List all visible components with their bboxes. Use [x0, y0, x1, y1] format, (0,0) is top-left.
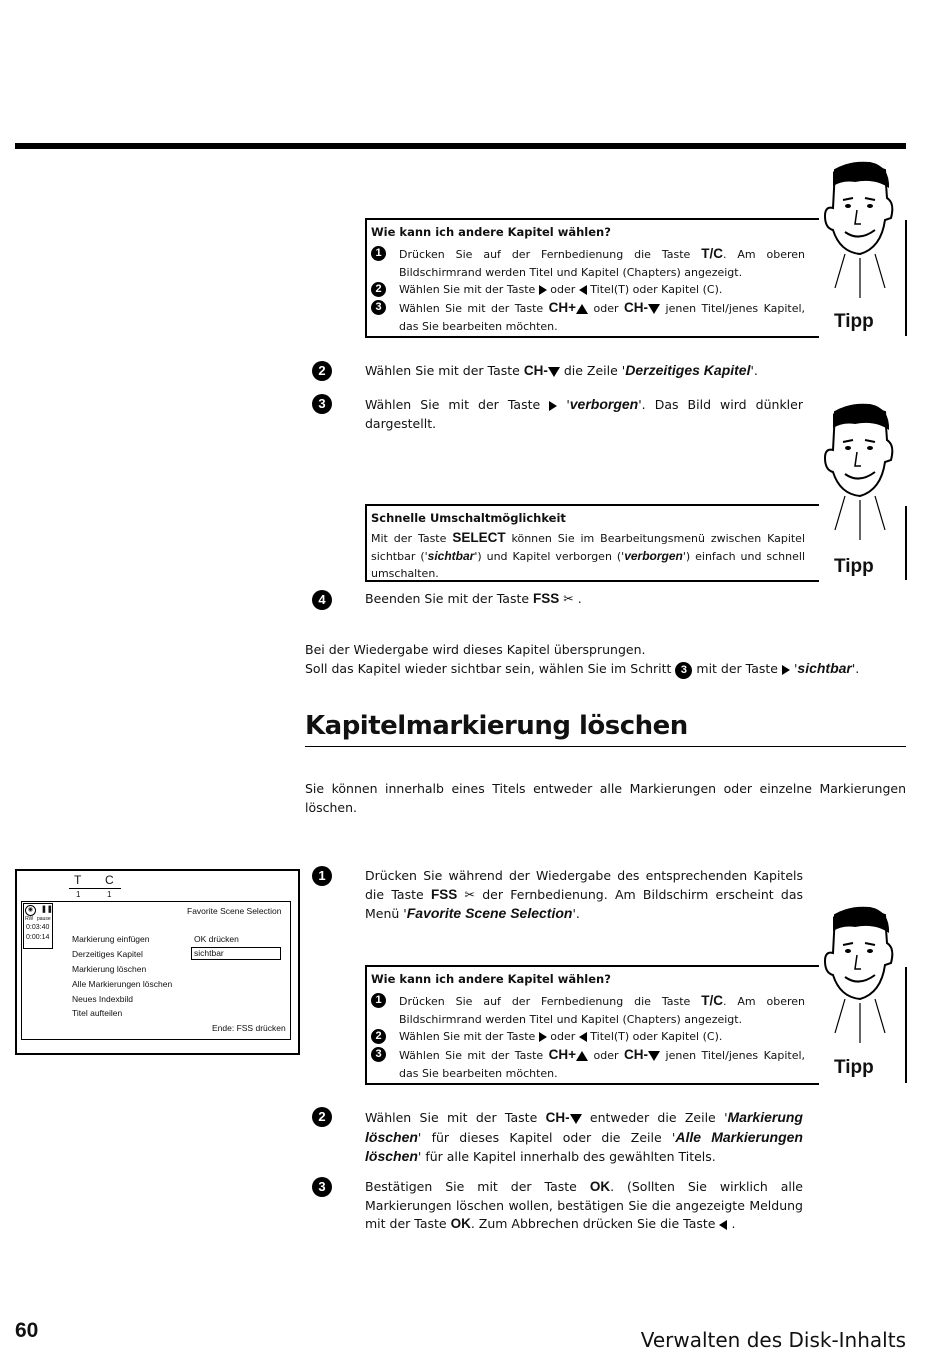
text: der Fernbedienung. Am Bildschirm erscheint das Menü ' [365, 886, 803, 921]
page-number: 60 [15, 1319, 39, 1342]
step-text [365, 361, 803, 381]
osd-time-chapter: 0:00:14 [26, 934, 50, 941]
section-title: Kapitelmarkierung löschen [305, 711, 688, 741]
text: . [731, 1216, 736, 1231]
tip-text: oder [593, 1049, 619, 1062]
step-number: 2 [371, 282, 386, 297]
step-text [365, 395, 803, 433]
menu-value: sichtbar [797, 660, 852, 676]
key-label: T/C [701, 246, 723, 261]
mascot-face-icon [815, 400, 900, 550]
text: Bestätigen Sie mit der Taste [365, 1179, 577, 1194]
tip-label: Tipp [834, 556, 874, 577]
menu-item-name: Alle Markierungen löschen [365, 1128, 803, 1164]
tip-text: oder [550, 1030, 576, 1043]
osd-value-field[interactable]: sichtbar [191, 947, 281, 960]
tip-box-2 [365, 504, 819, 582]
osd-c-label: C [105, 873, 114, 887]
key-label: OK [589, 1179, 611, 1194]
text: '. [572, 906, 580, 921]
tip-step [371, 281, 805, 299]
text: . Zum Abbrechen drücken Sie die Taste [470, 1216, 716, 1231]
key-label: CH+ [548, 300, 577, 315]
osd-chapter-value: 1 [107, 890, 112, 899]
key-label: CH- [523, 363, 548, 378]
step-number: 4 [312, 590, 332, 610]
tip-text: Wählen Sie mit der Taste [399, 302, 544, 315]
osd-footer: Ende: FSS drücken [212, 1023, 286, 1033]
osd-menu-item[interactable]: Titel aufteilen [72, 1008, 123, 1018]
text: ' [566, 397, 570, 412]
osd-t-label: T [74, 873, 82, 887]
text: '. [851, 661, 860, 676]
tip-step [371, 1028, 805, 1046]
tip-box-1 [365, 218, 819, 338]
step-number: 1 [371, 993, 386, 1008]
tip-text: Titel(T) oder Kapitel (C). [590, 1030, 723, 1043]
tip-label: Tipp [834, 1057, 874, 1078]
tip-step [371, 1046, 805, 1082]
text: entweder die Zeile ' [589, 1110, 728, 1125]
osd-tc-rule [69, 888, 121, 889]
tip-title: Wie kann ich andere Kapitel wählen? [371, 972, 611, 986]
note-line [305, 659, 905, 679]
menu-value: verborgen [569, 396, 639, 412]
tip-right-border [905, 506, 907, 580]
osd-menu-item[interactable]: Derzeitiges Kapitel [72, 949, 143, 959]
text: die Zeile ' [563, 363, 626, 378]
step-number: 3 [675, 662, 692, 679]
up-arrow-icon [576, 304, 588, 314]
osd-menu-item[interactable]: Markierung einfügen [72, 934, 150, 944]
section-title-rule [305, 746, 906, 747]
key-label: CH- [624, 1047, 649, 1062]
tip-step [371, 245, 805, 281]
left-arrow-icon [579, 1032, 587, 1042]
tip-text: oder [550, 283, 576, 296]
tip-text: Wählen Sie mit der Taste [399, 283, 536, 296]
right-arrow-icon [782, 665, 790, 675]
text: Drücken Sie während der Wiedergabe des entsprechenden Kapitels die Taste [365, 868, 803, 902]
text: Wählen Sie mit der Taste [365, 1110, 538, 1125]
menu-item-name: Derzeitiges Kapitel [625, 362, 751, 378]
tip-text: Wählen Sie mit der Taste [399, 1049, 544, 1062]
step-number: 3 [312, 1177, 332, 1197]
tip-text [371, 529, 805, 583]
tip-text: Wählen Sie mit der Taste [399, 1030, 536, 1043]
chapter-name: Verwalten des Disk-Inhalts [640, 1328, 906, 1352]
text: Wählen Sie mit der Taste [365, 397, 541, 412]
step-number: 1 [312, 866, 332, 886]
osd-status-panel [23, 903, 53, 949]
tip-text: jenen Titel/jenes Kapitel, das Sie bearbeiten möchten. [399, 302, 806, 333]
osd-menu-frame [21, 901, 291, 1040]
key-label: FSS [533, 591, 560, 606]
tip-text: . Am oberen Bildschirmrand werden Titel und Kapitel (Chapters) angezeigt. [399, 248, 805, 279]
text: Beenden Sie mit der Taste [365, 591, 530, 606]
down-arrow-icon [648, 1051, 660, 1061]
step-number: 2 [371, 1029, 386, 1044]
tip-title: Schnelle Umschaltmöglichkeit [371, 511, 566, 525]
text: . [577, 591, 582, 606]
osd-screen [15, 869, 300, 1055]
text: ') und Kapitel verborgen (' [474, 549, 625, 563]
key-label: FSS [430, 886, 458, 902]
osd-header: Favorite Scene Selection [187, 906, 282, 916]
tip-step [371, 992, 805, 1028]
key-label: CH- [545, 1110, 570, 1125]
left-arrow-icon [719, 1220, 727, 1230]
osd-title-value: 1 [76, 890, 81, 899]
tip-text: Titel(T) oder Kapitel (C). [590, 283, 723, 296]
tip-label: Tipp [834, 311, 874, 332]
down-arrow-icon [570, 1114, 582, 1124]
text: können Sie im Bearbeitungsmenü zwischen Kapitel sichtbar (' [371, 532, 806, 563]
osd-play-state: pause [37, 916, 51, 922]
step-text [365, 590, 803, 609]
text: ' [793, 661, 798, 676]
pause-icon: ❚❚ [41, 906, 53, 913]
step-number: 2 [312, 361, 332, 381]
tip-text: oder [593, 302, 619, 315]
text: Wählen Sie mit der Taste [365, 363, 520, 378]
text: '. Das Bild wird dünkler dargestellt. [365, 397, 803, 431]
text: mit der Taste [696, 661, 778, 676]
text: Soll das Kapitel wieder sichtbar sein, wählen Sie im Schritt [305, 661, 672, 676]
step-text [365, 1178, 803, 1234]
step-number: 2 [312, 1107, 332, 1127]
menu-value: sichtbar [427, 548, 475, 563]
step-number: 3 [312, 394, 332, 414]
tip-text: . Am oberen Bildschirmrand werden Titel und Kapitel (Chapters) angezeigt. [399, 995, 805, 1026]
text: . (Sollten Sie wirklich alle Markierungen löschen wollen, bestätigen Sie die angezeigte Meldung mit der Taste [365, 1179, 803, 1231]
text: ' für dieses Kapitel oder die Zeile ' [417, 1129, 676, 1145]
text: ') einfach und schnell umschalten. [371, 549, 805, 580]
right-arrow-icon [539, 285, 547, 295]
osd-value-ok: OK drücken [194, 934, 239, 944]
note-line: Bei der Wiedergabe wird dieses Kapitel übersprungen. [305, 642, 646, 657]
step-number: 1 [371, 246, 386, 261]
osd-time-total: 0:03:40 [26, 924, 50, 931]
down-arrow-icon [648, 304, 660, 314]
osd-menu-item[interactable]: Neues Indexbild [72, 994, 133, 1004]
text: '. [750, 363, 758, 378]
text: Mit der Taste [371, 532, 447, 545]
up-arrow-icon [576, 1051, 588, 1061]
tip-text: Drücken Sie auf der Fernbedienung die Taste [399, 995, 691, 1008]
menu-name: Favorite Scene Selection [406, 905, 573, 921]
down-arrow-icon [548, 367, 560, 377]
step-number: 3 [371, 300, 386, 315]
left-arrow-icon [579, 285, 587, 295]
menu-value: verborgen [624, 548, 683, 563]
tip-right-border [905, 967, 907, 1083]
key-label: CH+ [548, 1047, 577, 1062]
header-rule [15, 143, 906, 149]
text: ' für alle Kapitel innerhalb des gewählten Titels. [417, 1149, 716, 1164]
tip-text: Drücken Sie auf der Fernbedienung die Taste [399, 248, 691, 261]
step-number: 3 [371, 1047, 386, 1062]
scissors-icon: ✂ [464, 886, 475, 902]
right-arrow-icon [539, 1032, 547, 1042]
key-label: OK [450, 1216, 471, 1231]
key-label: SELECT [452, 530, 506, 545]
osd-menu-item[interactable]: Alle Markierungen löschen [72, 979, 173, 989]
key-label: T/C [701, 993, 723, 1008]
step-text [365, 1108, 803, 1167]
menu-item-name: Markierung löschen [365, 1109, 803, 1145]
tip-right-border [905, 220, 907, 336]
step-text [365, 867, 803, 924]
tip-text: jenen Titel/jenes Kapitel, das Sie bearbeiten möchten. [399, 1049, 806, 1080]
right-arrow-icon [549, 401, 557, 411]
key-label: CH- [624, 300, 649, 315]
mascot-face-icon [815, 903, 900, 1053]
scissors-icon: ✂ [563, 591, 574, 606]
tip-title: Wie kann ich andere Kapitel wählen? [371, 225, 611, 239]
section-intro: Sie können innerhalb eines Titels entweder alle Markierungen oder einzelne Markierungen löschen. [305, 781, 906, 815]
tip-step [371, 299, 805, 335]
disc-icon: ◉ [25, 905, 36, 916]
mascot-face-icon [815, 158, 900, 308]
osd-disc-type: RW [25, 916, 34, 922]
tip-box-3 [365, 965, 819, 1085]
osd-menu-item[interactable]: Markierung löschen [72, 964, 147, 974]
